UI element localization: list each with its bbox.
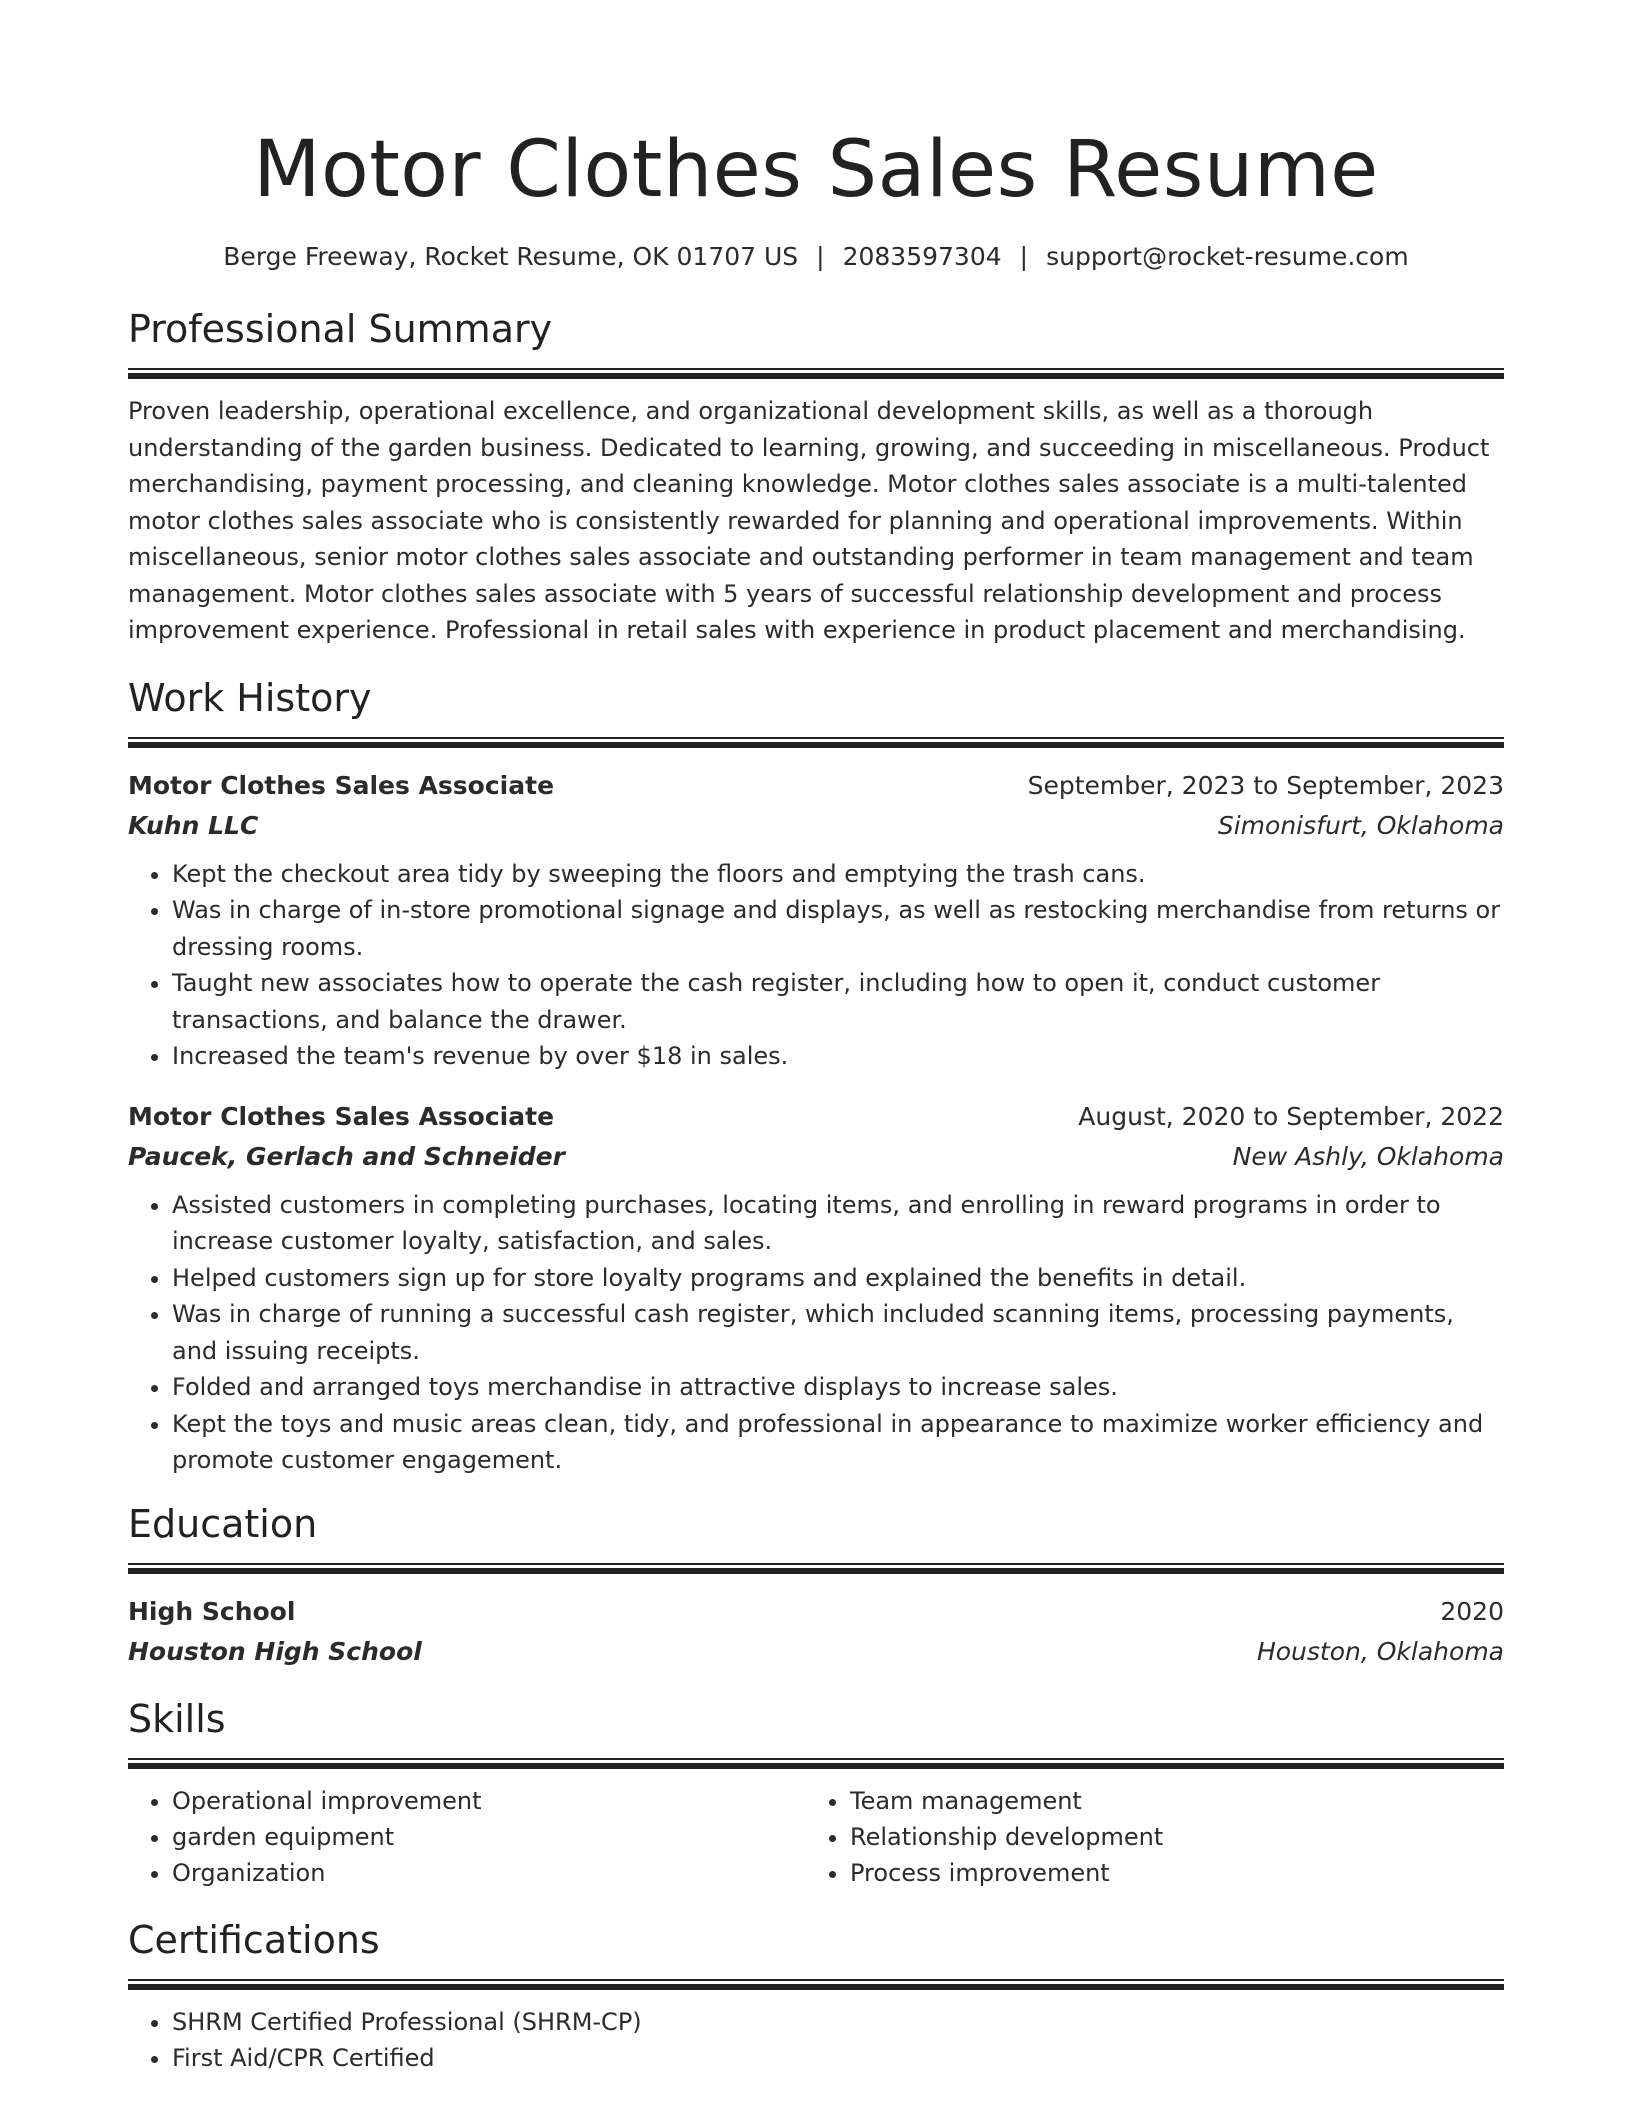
list-item: • Team management (850, 1783, 1484, 1819)
list-item: • Helped customers sign up for store loyalty programs and explained the benefits in detail. (172, 1260, 1504, 1297)
job-entry (128, 1097, 1504, 1479)
job-header-row (128, 766, 1504, 806)
list-item: • Process improvement (850, 1855, 1484, 1891)
skills-heading: Skills (128, 1696, 226, 1741)
list-item: • Increased the team's revenue by over $18 in sales. (172, 1038, 1504, 1075)
list-item: • SHRM Certified Professional (SHRM-CP) (172, 2004, 1504, 2041)
job-dates: September, 2023 to September, 2023 (1027, 770, 1504, 800)
resume-page (128, 0, 1504, 2077)
skills-section (128, 1694, 1504, 1891)
list-item: • First Aid/CPR Certified (172, 2040, 1504, 2077)
certifications-section (128, 1915, 1504, 2077)
list-item: • Was in charge of in-store promotional signage and displays, as well as restocking merchandise from returns or dressing rooms. (172, 892, 1504, 965)
list-item: • Relationship development (850, 1819, 1484, 1855)
resume-title: Motor Clothes Sales Resume (253, 125, 1379, 215)
list-item: • garden equipment (172, 1819, 806, 1855)
work-history-section (128, 673, 1504, 1479)
job-location: Simonisfurt, Oklahoma (1217, 810, 1504, 840)
contact-address: Berge Freeway, Rocket Resume, OK 01707 US (223, 242, 799, 271)
section-divider (128, 1758, 1504, 1769)
job-employer: Kuhn LLC (128, 810, 259, 840)
job-duties-list (128, 1187, 1504, 1479)
contact-line (128, 240, 1504, 274)
job-location: New Ashly, Oklahoma (1232, 1141, 1504, 1171)
education-section (128, 1499, 1504, 1672)
list-item: • Organization (172, 1855, 806, 1891)
contact-separator: | (1019, 242, 1029, 271)
job-employer-row (128, 806, 1504, 846)
summary-heading: Professional Summary (128, 307, 553, 351)
job-employer-row (128, 1137, 1504, 1177)
skills-list-left (128, 1783, 806, 1891)
work-history-heading: Work History (128, 675, 372, 720)
education-school: Houston High School (128, 1636, 422, 1666)
list-item: • Folded and arranged toys merchandise in attractive displays to increase sales. (172, 1369, 1504, 1406)
education-degree: High School (128, 1596, 296, 1626)
list-item: • Taught new associates how to operate the cash register, including how to open it, conduct customer transactions, and balance the drawer. (172, 965, 1504, 1038)
list-item: • Assisted customers in completing purchases, locating items, and enrolling in reward programs in order to increase customer loyalty, satisfaction, and sales. (172, 1187, 1504, 1260)
section-divider (128, 1979, 1504, 1990)
summary-text: Proven leadership, operational excellence, and organizational development skills, as well as a thorough understanding of the garden business. Dedicated to learning, growing, and succeeding in miscellaneous. Product merchandising, payment processing, and cleaning knowledge. Motor clothes sales associate is a multi-talented motor clothes sales associate who is consistently rewarded for planning and operational improvements. Within miscellaneous, senior motor clothes sales associate and outstanding performer in team management and team management. Motor clothes sales associate with 5 years of successful relationship development and process improvement experience. Professional in retail sales with experience in product placement and merchandising. (128, 397, 1490, 644)
job-duties-list (128, 856, 1504, 1075)
section-divider (128, 737, 1504, 748)
skills-columns (128, 1783, 1504, 1891)
job-entry (128, 766, 1504, 1075)
education-year: 2020 (1440, 1596, 1504, 1626)
job-employer: Paucek, Gerlach and Schneider (128, 1141, 565, 1171)
education-location: Houston, Oklahoma (1256, 1636, 1504, 1666)
skills-list-right (806, 1783, 1484, 1891)
job-dates: August, 2020 to September, 2022 (1078, 1101, 1504, 1131)
contact-phone: 2083597304 (842, 242, 1002, 271)
education-school-row (128, 1632, 1504, 1672)
education-entry (128, 1592, 1504, 1672)
certifications-heading: Certifications (128, 1917, 380, 1962)
summary-section (128, 304, 1504, 649)
job-title: Motor Clothes Sales Associate (128, 770, 555, 800)
list-item: • Was in charge of running a successful cash register, which included scanning items, processing payments, and issuing receipts. (172, 1296, 1504, 1369)
list-item: • Operational improvement (172, 1783, 806, 1819)
contact-email: support@rocket-resume.com (1046, 242, 1409, 271)
education-header-row (128, 1592, 1504, 1632)
education-heading: Education (128, 1501, 318, 1546)
contact-separator: | (816, 242, 825, 271)
job-title: Motor Clothes Sales Associate (128, 1101, 555, 1131)
list-item: • Kept the checkout area tidy by sweeping the floors and emptying the trash cans. (172, 856, 1504, 893)
section-divider (128, 368, 1504, 379)
job-header-row (128, 1097, 1504, 1137)
section-divider (128, 1563, 1504, 1574)
certifications-list (128, 2004, 1504, 2077)
list-item: • Kept the toys and music areas clean, tidy, and professional in appearance to maximize worker efficiency and promote customer engagement. (172, 1406, 1504, 1479)
